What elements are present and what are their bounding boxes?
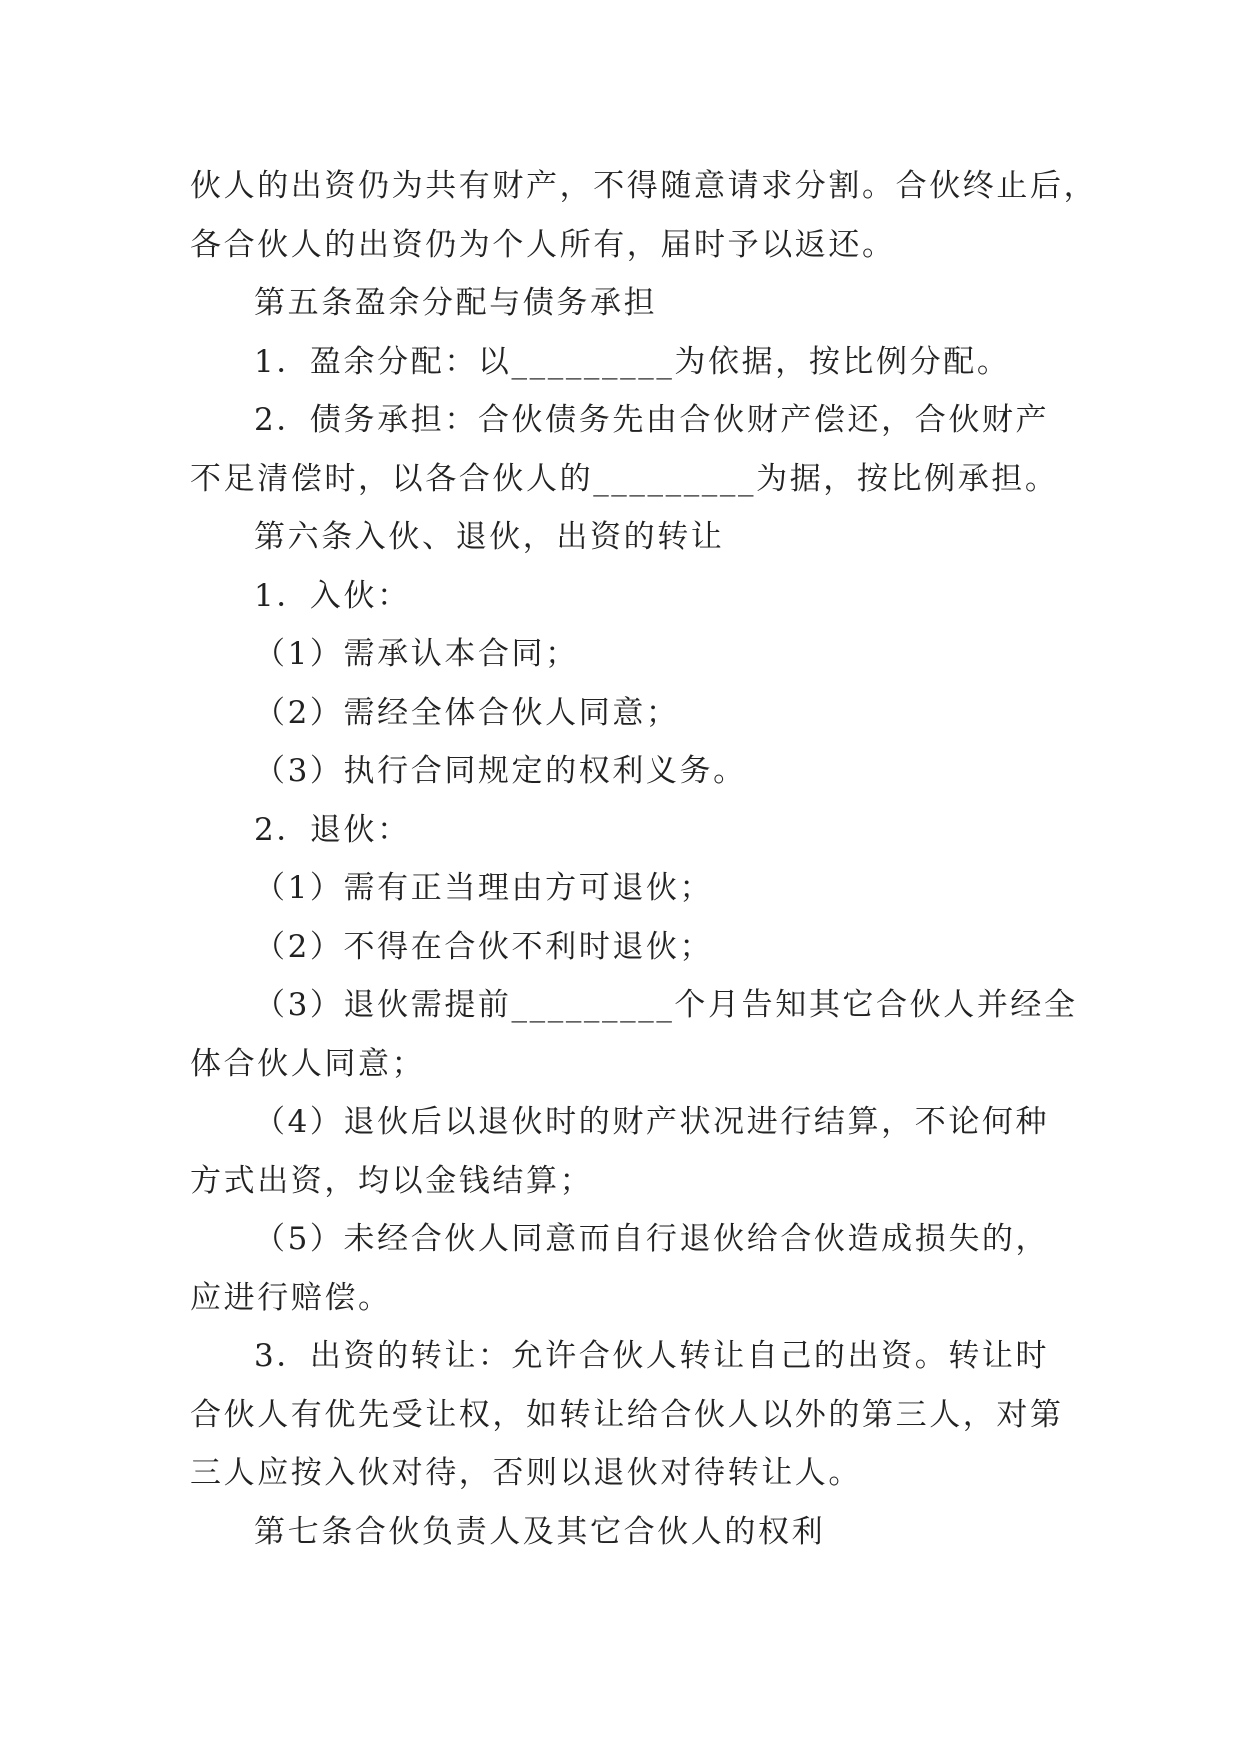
text-line: 1．入伙： [254, 577, 411, 614]
text-line: 体合伙人同意； [190, 1045, 426, 1082]
section-heading-7: 第七条合伙负责人及其它合伙人的权利 [254, 1513, 826, 1550]
text-line: 方式出资，均以金钱结算； [190, 1162, 594, 1199]
text-line: 各合伙人的出资仍为个人所有，届时予以返还。 [190, 226, 896, 263]
text-line: （3）退伙需提前_________个月告知其它合伙人并经全 [254, 987, 1078, 1023]
text-line: 三人应按入伙对待，否则以退伙对待转让人。 [190, 1455, 862, 1491]
text-line: 不足清偿时，以各合伙人的_________为据，按比例承担。 [190, 460, 1059, 497]
text-line: （1）需承认本合同； [254, 636, 579, 672]
text-line: （2）不得在合伙不利时退伙； [254, 928, 714, 965]
text-line: 应进行赔偿。 [190, 1279, 392, 1316]
text-line: 1．盈余分配：以_________为依据，按比例分配。 [254, 343, 1011, 380]
text-line: 3．出资的转让：允许合伙人转让自己的出资。转让时 [254, 1338, 1050, 1374]
section-heading-6: 第六条入伙、退伙，出资的转让 [254, 519, 725, 555]
text-line: （2）需经全体合伙人同意； [254, 694, 680, 731]
text-line: 合伙人有优先受让权，如转让给合伙人以外的第三人，对第 [190, 1396, 1064, 1433]
document-page [190, 157, 1098, 1561]
text-line: （3）执行合同规定的权利义务。 [254, 753, 747, 789]
text-line: 2．退伙： [254, 811, 411, 848]
text-line: （5）未经合伙人同意而自行退伙给合伙造成损失的， [254, 1221, 1050, 1257]
section-heading-5: 第五条盈余分配与债务承担 [254, 285, 658, 321]
text-line: 2．债务承担：合伙债务先由合伙财产偿还，合伙财产 [254, 402, 1050, 438]
text-line: （4）退伙后以退伙时的财产状况进行结算，不论何种 [254, 1104, 1050, 1140]
text-line: （1）需有正当理由方可退伙； [254, 870, 714, 906]
text-line: 伙人的出资仍为共有财产，不得随意请求分割。合伙终止后， [190, 168, 1098, 204]
